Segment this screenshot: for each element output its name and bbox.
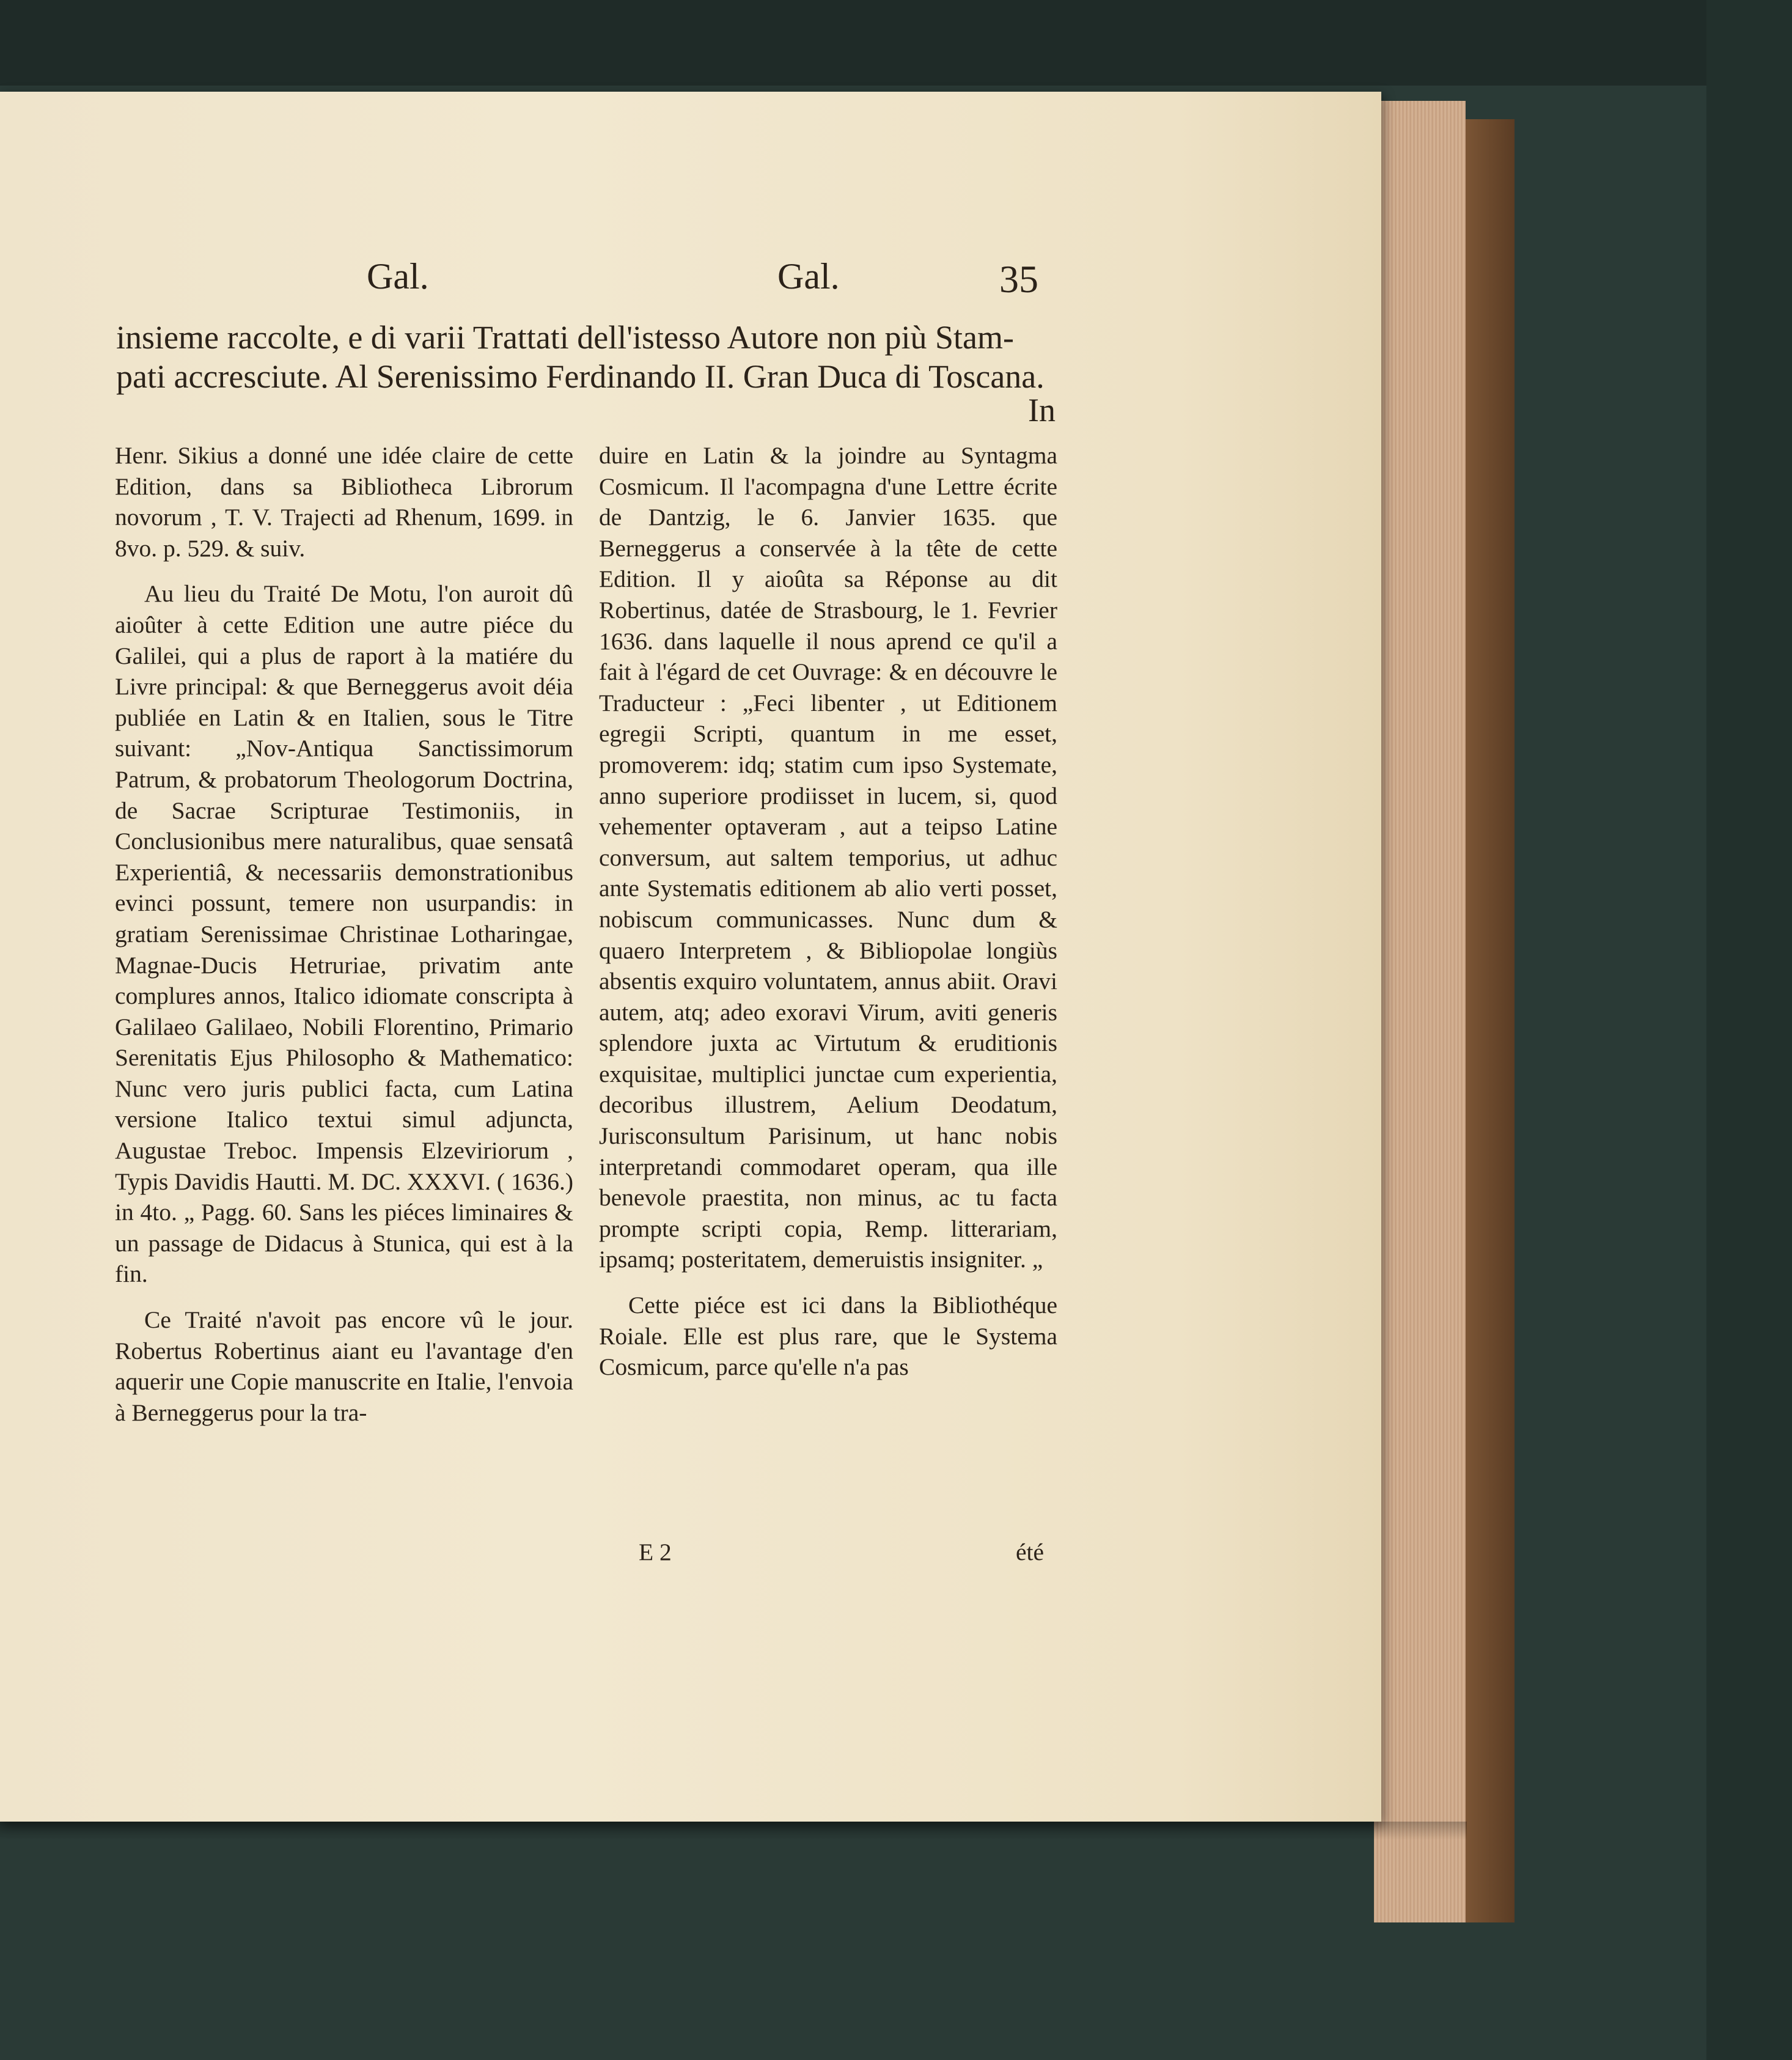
left-paragraph-1: Henr. Sikius a donné une idée claire de cette Edition, dans sa Bibliotheca Librorum novorum , T. V. Trajecti ad Rhenum, 1699. in 8vo. p. 529. & suiv. — [115, 442, 573, 562]
title-block — [116, 318, 1063, 396]
page-number: 35 — [999, 257, 1038, 301]
catchword-top: In — [1028, 392, 1056, 429]
book-cover-edge — [1466, 119, 1515, 1922]
scan-backdrop-top — [0, 0, 1792, 86]
left-paragraph-2: Au lieu du Traité De Motu, l'on auroit dû aioûter à cette Edition une autre piéce du Galilei, qui a plus de raport à la matiére du Livre principal: & que Berneggerus avoit déia publiée en Latin & en Italien, sous le Titre suivant: „Nov-Antiqua Sanctissimorum Patrum, & probatorum Theologorum Doctrina, de Sacrae Scripturae Testimoniis, in Conclusionibus mere naturalibus, quae sensatâ Experientiâ, & necessariis demonstrationibus evinci possunt, temere non usurpandis: in gratiam Serenissimae Christinae Lotharingae, Magnae-Ducis Hetruriae, privatim ante complures annos, Italico idiomate conscripta à Galilaeo Galilaeo, Nobili Florentino, Primario Serenitatis Ejus Philosopho & Mathematico: Nunc vero juris publici facta, cum Latina versione Italico textui simul adjuncta, Augustae Treboc. Impensis Elzeviriorum , Typis Davidis Hautti. M. DC. XXXVI. ( 1636.) in 4to. „ Pagg. 60. Sans les piéces liminaires & un passage de Didacus à Stunica, qui est à la fin. — [115, 580, 573, 1288]
title-line-1: insieme raccolte, e di varii Trattati dell'istesso Autore non più Stam- — [116, 319, 1014, 356]
left-paragraph-3: Ce Traité n'avoit pas encore vû le jour. Robertus Robertinus aiant eu l'avantage d'en aquerir une Copie manuscrite en Italie, l'envoia à Berneggerus pour la tra- — [115, 1306, 573, 1426]
running-head-left: Gal. — [367, 256, 429, 296]
right-paragraph-1: duire en Latin & la joindre au Syntagma Cosmicum. Il l'acompagna d'une Lettre écrite de Dantzig, le 6. Janvier 1635. que Berneggerus a conservée à la tête de cette Edition. Il y aioûta sa Réponse au dit Robertinus, datée de Strasbourg, le 1. Fevrier 1636. dans laquelle il nous aprend ce qu'il a fait à l'égard de cet Ouvrage: & en découvre le Traducteur : „Feci libenter , ut Editionem egregii Scripti, quantum in me esset, promoverem: idq; statim cum ipso Systemate, anno superiore prodiisset in lucem, si, quod vehementer optaveram , aut a teipso Latine conversum, aut saltem temporius, ut adhuc ante Systematis editionem ab alio verti posset, nobiscum communicasses. Nunc dum & quaero Interpretem , & Bibliopolae longiùs absentis exquiro voluntatem, annus abiit. Oravi autem, atq; adeo exoravi Virum, aviti generis splendore juxta ac Virtutum & eruditionis exquisitae, multiplici junctae cum experientia, decoribus illustrem, Aelium Deodatum, Jurisconsultum Parisinum, ut hanc nobis interpretandi commodaret operam, qua ille benevole praestita, non minus, ac tu facta prompte scripti copia, Remp. litterariam, ipsamq; posteritatem, demeruistis insigniter. „ — [599, 442, 1057, 1273]
page-block-edge — [1374, 101, 1466, 1922]
column-left — [115, 440, 573, 1428]
right-paragraph-2: Cette piéce est ici dans la Bibliothéque Roiale. Elle est plus rare, que le Systema Cosmicum, parce qu'elle n'a pas — [599, 1292, 1057, 1381]
title-line-2: pati accresciute. Al Serenissimo Ferdinando II. Gran Duca di Toscana. — [116, 358, 1045, 395]
catchword-bottom: été — [1016, 1539, 1045, 1565]
running-head-center: Gal. — [777, 256, 840, 296]
signature-mark: E 2 — [639, 1539, 672, 1565]
column-right — [599, 440, 1057, 1383]
scan-backdrop-right — [1706, 0, 1792, 2060]
page-bottom-shadow — [0, 1822, 1467, 1840]
